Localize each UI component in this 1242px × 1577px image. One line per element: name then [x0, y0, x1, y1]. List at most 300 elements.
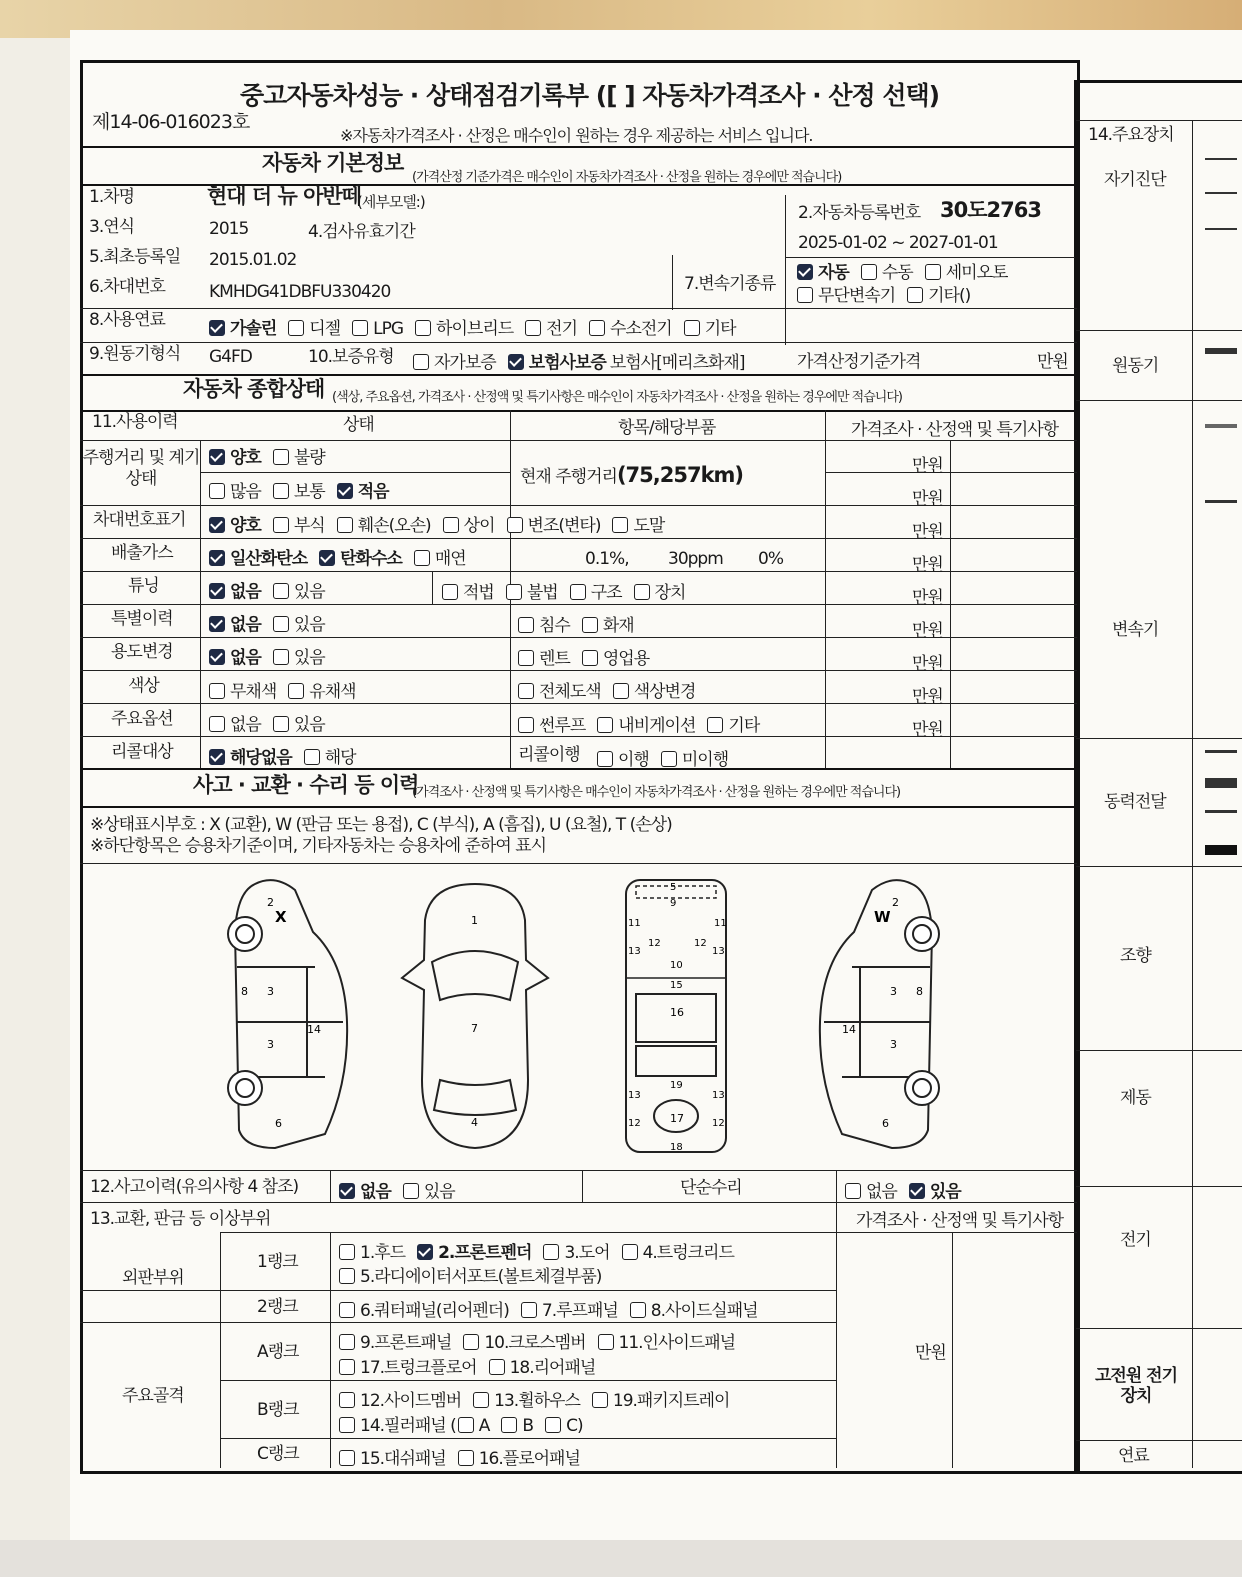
simple-none-option[interactable]: 없음 — [845, 1177, 897, 1202]
part-cross-member-option[interactable]: 10.크로스멤버 — [463, 1328, 585, 1353]
svg-text:14: 14 — [307, 1023, 321, 1036]
svg-text:10: 10 — [670, 960, 683, 971]
doc-title: 중고자동차성능 · 상태점검기록부 ([ ] 자동차가격조사 · 산정 선택) — [240, 81, 940, 110]
checkbox-icon — [209, 517, 225, 533]
mileage-label: 주행거리 및 계기상태 — [82, 448, 200, 489]
rank-1-options-b — [339, 1262, 613, 1287]
checkbox-icon — [304, 749, 320, 765]
status-section-title: 자동차 종합상태 — [183, 377, 325, 401]
svg-text:4: 4 — [471, 1116, 478, 1129]
doc-number: 제14-06-016023호 — [92, 111, 250, 133]
checkbox-icon — [339, 1244, 355, 1260]
checkbox-icon — [597, 717, 613, 733]
checkbox-icon — [907, 287, 923, 303]
special-yes-option[interactable]: 있음 — [273, 610, 325, 635]
checkbox-icon — [339, 1450, 355, 1466]
exhaust-hc-option[interactable]: 탄화수소 — [319, 544, 402, 569]
svg-text:12: 12 — [694, 938, 707, 949]
mark-w: W — [874, 908, 891, 926]
recall-done-option[interactable]: 이행 — [597, 745, 649, 770]
checkbox-icon — [209, 616, 225, 632]
exchange-label: 13.교환, 판금 등 이상부위 — [90, 1209, 271, 1229]
svg-text:17: 17 — [670, 1112, 684, 1125]
cutoff-mark — [1205, 778, 1237, 788]
repair-price-unit: 만원 — [915, 1343, 946, 1363]
rank-b-options-a — [339, 1386, 741, 1411]
base-price-unit: 만원 — [1037, 352, 1068, 372]
color-achromatic-option[interactable]: 무채색 — [209, 677, 276, 702]
checkbox-icon — [209, 716, 225, 732]
desk-surface — [0, 1540, 1242, 1577]
legend-line-2: ※하단항목은 승용차기준이며, 기타자동차는 승용차에 준하여 표시 — [90, 836, 547, 856]
exhaust-value-1: 0.1%, — [585, 549, 629, 569]
svg-text:8: 8 — [241, 985, 248, 998]
repair-price-header: 가격조사 · 산정액 및 특기사항 — [856, 1211, 1064, 1231]
checkbox-icon — [661, 751, 677, 767]
vin-mark-damage-option[interactable]: 훼손(오손) — [337, 511, 431, 536]
col-state: 상태 — [343, 415, 374, 435]
checkbox-icon — [861, 264, 877, 280]
option-options-b — [518, 711, 771, 736]
svg-text:11: 11 — [628, 918, 641, 929]
accident-label: 12.사고이력(유의사항 4 참조) — [90, 1177, 299, 1197]
tuning-none-option[interactable]: 없음 — [209, 577, 261, 602]
inspection-label: 4.검사유효기간 — [308, 222, 415, 242]
side-item-brake: 제동 — [1120, 1088, 1151, 1108]
fuel-diesel-option[interactable]: 디젤 — [288, 314, 340, 339]
vin-mark-good-option[interactable]: 양호 — [209, 511, 261, 536]
checkbox-icon — [518, 717, 534, 733]
part-inside-panel-option[interactable]: 11.인사이드패널 — [598, 1328, 736, 1353]
checkbox-icon — [545, 1417, 561, 1433]
mileage-normal-option[interactable]: 보통 — [273, 477, 325, 502]
warranty-label: 10.보증유형 — [308, 347, 394, 367]
checkbox-icon — [339, 1359, 355, 1375]
trans-cvt-option[interactable]: 무단변속기 — [797, 285, 895, 308]
checkbox-icon — [589, 320, 605, 336]
cutoff-mark — [1205, 750, 1237, 753]
part-dash-panel-option[interactable]: 15.대쉬패널 — [339, 1444, 446, 1469]
color-options-b — [518, 677, 707, 702]
mark-x: X — [275, 908, 287, 926]
purpose-business-option[interactable]: 영업용 — [582, 644, 649, 669]
checkbox-icon — [797, 287, 813, 303]
checkbox-icon — [473, 1392, 489, 1408]
checkbox-icon — [273, 517, 289, 533]
price-unit: 만원 — [912, 687, 943, 707]
purpose-none-option[interactable]: 없음 — [209, 643, 261, 668]
rank-a-label: A랭크 — [257, 1342, 299, 1362]
rank-2-options — [339, 1296, 770, 1321]
tuning-device-option[interactable]: 장치 — [634, 578, 686, 603]
part-roof-panel-option[interactable]: 7.루프패널 — [521, 1296, 618, 1321]
mileage-good-option[interactable]: 양호 — [209, 443, 261, 468]
vin-mark-differ-option[interactable]: 상이 — [443, 511, 495, 536]
purpose-rent-option[interactable]: 렌트 — [518, 644, 570, 669]
recall-options-b — [597, 745, 740, 770]
cutoff-mark — [1205, 500, 1237, 503]
rank-a-options-b — [339, 1353, 607, 1378]
accident-options — [339, 1177, 467, 1202]
svg-text:13: 13 — [628, 1090, 641, 1101]
svg-text:2: 2 — [267, 896, 274, 909]
checkbox-icon — [337, 517, 353, 533]
checkbox-icon — [597, 751, 613, 767]
checkbox-icon — [925, 264, 941, 280]
simple-yes-option[interactable]: 있음 — [909, 1177, 961, 1202]
price-unit: 만원 — [912, 522, 943, 542]
checkbox-icon — [417, 1244, 433, 1260]
accident-none-option[interactable]: 없음 — [339, 1177, 391, 1202]
fuel-label: 8.사용연료 — [89, 310, 165, 330]
special-label: 특별이력 — [111, 609, 173, 629]
cutoff-mark — [1205, 810, 1237, 813]
purpose-yes-option[interactable]: 있음 — [273, 643, 325, 668]
side-item-engine: 원동기 — [1112, 356, 1159, 376]
fuel-hybrid-option[interactable]: 하이브리드 — [415, 314, 513, 339]
checkbox-icon — [518, 617, 534, 633]
warranty-insurance-option[interactable]: 보험사보증 — [508, 348, 606, 373]
trans-options — [797, 262, 1057, 308]
checkbox-icon — [630, 1302, 646, 1318]
fuel-other-option[interactable]: 기타 — [684, 314, 736, 339]
warranty-company: 보험사[메리츠화재] — [609, 353, 745, 373]
checkbox-icon — [209, 583, 225, 599]
reg-no-value: 30도2763 — [940, 198, 1041, 222]
tuning-structure-option[interactable]: 구조 — [570, 578, 622, 603]
part-door-option[interactable]: 3.도어 — [543, 1238, 609, 1263]
price-unit: 만원 — [912, 621, 943, 641]
car-name-label: 1.차명 — [89, 187, 135, 207]
svg-text:3: 3 — [267, 1038, 274, 1051]
checkbox-icon — [622, 1244, 638, 1260]
color-chromatic-option[interactable]: 유채색 — [288, 677, 355, 702]
color-change-option[interactable]: 색상변경 — [613, 677, 696, 702]
side-title: 14.주요장치 — [1088, 125, 1174, 145]
special-options-b — [518, 611, 646, 636]
part-trunk-lid-option[interactable]: 4.트렁크리드 — [622, 1238, 734, 1263]
accident-yes-option[interactable]: 있음 — [403, 1177, 455, 1202]
checkbox-icon — [463, 1334, 479, 1350]
checkbox-icon — [797, 264, 813, 280]
rank-1-options-a — [339, 1238, 746, 1263]
price-unit: 만원 — [912, 489, 943, 509]
part-wheel-house-option[interactable]: 13.휠하우스 — [473, 1386, 580, 1411]
checkbox-icon — [209, 649, 225, 665]
rank-a-options-a — [339, 1328, 747, 1353]
color-options-a — [209, 677, 368, 702]
vin-mark-corrosion-option[interactable]: 부식 — [273, 511, 325, 536]
part-pillar-panel-option[interactable]: 14.필러패널 ( — [339, 1411, 456, 1436]
purpose-options-a — [209, 643, 337, 668]
option-other-option[interactable]: 기타 — [707, 711, 759, 736]
checkbox-icon — [209, 483, 225, 499]
option-sunroof-option[interactable]: 썬루프 — [518, 711, 585, 736]
part-quarter-panel-option[interactable]: 6.쿼터패널(리어펜더) — [339, 1296, 509, 1321]
checkbox-icon — [209, 550, 225, 566]
tuning-legal-option[interactable]: 적법 — [442, 578, 494, 603]
car-frame-diagram — [620, 876, 732, 1158]
checkbox-icon — [582, 650, 598, 666]
vin-mark-altered-option[interactable]: 변조(변타) — [507, 511, 601, 536]
side-item-electric: 전기 — [1120, 1230, 1151, 1250]
checkbox-icon — [339, 1268, 355, 1284]
checkbox-icon — [415, 320, 431, 336]
recall-notdone-option[interactable]: 미이행 — [661, 745, 728, 770]
legend-line-1: ※상태표시부호 : X (교환), W (판금 또는 용접), C (부식), A (흠집), U (요철), T (손상) — [90, 815, 672, 835]
simple-repair-label: 단순수리 — [680, 1178, 742, 1198]
svg-text:12: 12 — [712, 1118, 725, 1129]
side-item-high-voltage: 고전원 전기장치 — [1094, 1366, 1178, 1406]
price-unit: 만원 — [912, 456, 943, 476]
cutoff-mark — [1205, 424, 1237, 428]
recall-yes-option[interactable]: 해당 — [304, 743, 356, 768]
rank-b-label: B랭크 — [257, 1400, 299, 1420]
tuning-illegal-option[interactable]: 불법 — [506, 578, 558, 603]
price-unit: 만원 — [912, 720, 943, 740]
svg-text:7: 7 — [471, 1022, 478, 1035]
checkbox-icon — [273, 616, 289, 632]
car-name: 현대 더 뉴 아반떼 — [207, 184, 361, 208]
mileage-row-a — [209, 443, 337, 468]
part-front-panel-option[interactable]: 9.프론트패널 — [339, 1328, 451, 1353]
checkbox-icon — [209, 749, 225, 765]
checkbox-icon — [339, 1392, 355, 1408]
svg-text:6: 6 — [882, 1117, 889, 1130]
rank-b-options-b — [339, 1411, 595, 1436]
engine-value: G4FD — [209, 347, 252, 367]
checkbox-icon — [613, 683, 629, 699]
fuel-gasoline-option[interactable]: 가솔린 — [209, 314, 276, 339]
checkbox-icon — [598, 1334, 614, 1350]
checkbox-icon — [273, 483, 289, 499]
exhaust-smoke-option[interactable]: 매연 — [414, 544, 466, 569]
part-radiator-support-option[interactable]: 5.라디에이터서포트(볼트체결부품) — [339, 1262, 601, 1287]
tuning-options-b — [442, 578, 697, 603]
checkbox-icon — [288, 320, 304, 336]
checkbox-icon — [339, 1302, 355, 1318]
fuel-options — [209, 314, 748, 339]
svg-text:9: 9 — [670, 898, 677, 909]
checkbox-icon — [273, 716, 289, 732]
option-navigation-option[interactable]: 내비게이션 — [597, 711, 695, 736]
checkbox-icon — [543, 1244, 559, 1260]
first-reg-value: 2015.01.02 — [209, 250, 297, 270]
svg-text:19: 19 — [670, 1080, 683, 1091]
pillar-a-option[interactable]: A — [458, 1416, 490, 1436]
rank-2-label: 2랭크 — [257, 1297, 298, 1317]
checkbox-icon — [508, 354, 524, 370]
checkbox-icon — [273, 449, 289, 465]
tuning-label: 튜닝 — [128, 576, 159, 596]
svg-text:13: 13 — [712, 1090, 725, 1101]
part-side-member-option[interactable]: 12.사이드멤버 — [339, 1386, 461, 1411]
option-yes-option[interactable]: 있음 — [273, 710, 325, 735]
checkbox-icon — [458, 1417, 474, 1433]
checkbox-icon — [507, 517, 523, 533]
trans-semi-option[interactable]: 세미오토 — [925, 262, 1008, 285]
special-flood-option[interactable]: 침수 — [518, 611, 570, 636]
simple-repair-options — [845, 1177, 973, 1202]
trans-label: 7.변속기종류 — [684, 274, 776, 294]
repair-section-title: 사고 · 교환 · 수리 등 이력 — [193, 773, 419, 797]
cutoff-mark — [1205, 348, 1237, 354]
purpose-label: 용도변경 — [111, 642, 173, 662]
checkbox-icon — [209, 320, 225, 336]
checkbox-icon — [319, 550, 335, 566]
sub-model: (세부모델:) — [357, 193, 425, 211]
side-item-transmission: 변속기 — [1112, 620, 1159, 640]
svg-text:15: 15 — [670, 980, 683, 991]
option-options-a — [209, 710, 337, 735]
checkbox-icon — [273, 583, 289, 599]
notice-text: ※자동차가격조사 · 산정은 매수인이 원하는 경우 제공하는 서비스 입니다. — [340, 126, 813, 145]
price-unit: 만원 — [912, 588, 943, 608]
recall-none-option[interactable]: 해당없음 — [209, 743, 292, 768]
price-unit: 만원 — [912, 555, 943, 575]
vin-mark-label: 차대번호표기 — [93, 510, 186, 530]
pillar-b-option[interactable]: B — [501, 1416, 533, 1436]
status-section-note: (색상, 주요옵션, 가격조사 · 산정액 및 특기사항은 매수인이 자동차가격조사 · 산정을 원하는 경우에만 적습니다) — [332, 390, 902, 405]
rank-1-label: 1랭크 — [257, 1252, 298, 1272]
checkbox-icon — [506, 584, 522, 600]
checkbox-icon — [612, 517, 628, 533]
recall-done-label: 리콜이행 — [518, 745, 580, 765]
basic-section-title: 자동차 기본정보 — [262, 151, 404, 175]
part-rear-panel-option[interactable]: 18.리어패널 — [489, 1353, 596, 1378]
mileage-bad-option[interactable]: 불량 — [273, 443, 325, 468]
car-side-left-diagram — [215, 872, 355, 1154]
svg-text:6: 6 — [275, 1117, 282, 1130]
year-value: 2015 — [209, 219, 249, 239]
checkbox-icon — [458, 1450, 474, 1466]
checkbox-icon — [288, 683, 304, 699]
svg-text:18: 18 — [670, 1142, 683, 1153]
vin-mark-options — [209, 511, 676, 536]
checkbox-icon — [707, 717, 723, 733]
part-front-fender-option[interactable]: 2.프론트펜더 — [417, 1238, 531, 1263]
mileage-many-option[interactable]: 많음 — [209, 477, 261, 502]
mileage-value: (75,257km) — [616, 463, 744, 487]
checkbox-icon — [501, 1417, 517, 1433]
option-none-option[interactable]: 없음 — [209, 710, 261, 735]
side-item-self-diagnosis: 자기진단 — [1104, 170, 1166, 190]
checkbox-icon — [414, 550, 430, 566]
svg-text:14: 14 — [842, 1023, 856, 1036]
option-label: 주요옵션 — [111, 709, 173, 729]
checkbox-icon — [570, 584, 586, 600]
rank-c-options — [339, 1444, 592, 1469]
trans-manual-option[interactable]: 수동 — [861, 262, 913, 285]
checkbox-icon — [521, 1302, 537, 1318]
checkbox-icon — [209, 683, 225, 699]
cutoff-mark — [1205, 845, 1237, 855]
checkbox-icon — [845, 1183, 861, 1199]
mileage-text: 현재 주행거리(75,257km) — [520, 463, 744, 487]
svg-text:8: 8 — [916, 985, 923, 998]
car-side-right-diagram — [812, 872, 952, 1154]
checkbox-icon — [209, 449, 225, 465]
col-item: 항목/해당부품 — [618, 418, 716, 438]
color-full-paint-option[interactable]: 전체도색 — [518, 677, 601, 702]
special-fire-option[interactable]: 화재 — [582, 611, 634, 636]
exhaust-options — [209, 544, 478, 569]
pillar-c-option[interactable]: C) — [545, 1416, 583, 1436]
checkbox-icon — [592, 1392, 608, 1408]
exhaust-co-option[interactable]: 일산화탄소 — [209, 544, 307, 569]
part-side-sill-option[interactable]: 8.사이드실패널 — [630, 1296, 758, 1321]
checkbox-icon — [684, 320, 700, 336]
svg-text:1: 1 — [471, 914, 478, 927]
vin-mark-smear-option[interactable]: 도말 — [612, 511, 664, 536]
fuel-hydrogen-option[interactable]: 수소전기 — [589, 314, 672, 339]
checkbox-icon — [909, 1183, 925, 1199]
base-price-label: 가격산정기준가격 — [797, 352, 921, 372]
tuning-options-a — [209, 577, 337, 602]
side-frame — [1074, 80, 1242, 1474]
part-package-tray-option[interactable]: 19.패키지트레이 — [592, 1386, 730, 1411]
price-unit: 만원 — [912, 654, 943, 674]
checkbox-icon — [525, 320, 541, 336]
svg-text:5: 5 — [670, 882, 677, 893]
checkbox-icon — [582, 617, 598, 633]
cutoff-mark — [1205, 228, 1237, 230]
rank-c-label: C랭크 — [257, 1444, 299, 1464]
checkbox-icon — [443, 517, 459, 533]
checkbox-icon — [337, 483, 353, 499]
checkbox-icon — [489, 1359, 505, 1375]
year-label: 3.연식 — [89, 217, 135, 237]
svg-text:12: 12 — [648, 938, 661, 949]
outer-panel-label: 외판부위 — [122, 1268, 184, 1288]
special-none-option[interactable]: 없음 — [209, 610, 261, 635]
mileage-row-b — [209, 477, 401, 502]
tuning-yes-option[interactable]: 있음 — [273, 577, 325, 602]
recall-options-a — [209, 743, 368, 768]
part-floor-panel-option[interactable]: 16.플로어패널 — [458, 1444, 580, 1469]
checkbox-icon — [518, 650, 534, 666]
basic-section-note: (가격산정 기준가격은 매수인이 자동차가격조사 · 산정을 원하는 경우에만 적습니다) — [412, 170, 842, 185]
checkbox-icon — [413, 354, 429, 370]
mileage-few-option[interactable]: 적음 — [337, 477, 389, 502]
fuel-lpg-option[interactable]: LPG — [352, 319, 403, 339]
fuel-electric-option[interactable]: 전기 — [525, 314, 577, 339]
checkbox-icon — [273, 649, 289, 665]
side-item-power-transfer: 동력전달 — [1104, 792, 1166, 812]
warranty-self-option[interactable]: 자가보증 — [413, 348, 496, 373]
car-top-diagram — [400, 880, 550, 1155]
checkbox-icon — [518, 683, 534, 699]
first-reg-label: 5.최초등록일 — [89, 247, 181, 267]
purpose-options-b — [518, 644, 661, 669]
checkbox-icon — [634, 584, 650, 600]
exhaust-label: 배출가스 — [111, 543, 173, 563]
exhaust-value-2: 30ppm — [668, 549, 723, 569]
repair-section-note: (가격조사 · 산정액 및 특기사항은 매수인이 자동차가격조사 · 산정을 원하는 경우에만 적습니다) — [412, 785, 901, 800]
trans-auto-option[interactable]: 자동 — [797, 262, 849, 285]
part-trunk-floor-option[interactable]: 17.트렁크플로어 — [339, 1353, 477, 1378]
col-history: 11.사용이력 — [92, 412, 178, 432]
svg-text:11: 11 — [714, 918, 727, 929]
warranty-options — [413, 348, 744, 373]
part-hood-option[interactable]: 1.후드 — [339, 1238, 405, 1263]
cutoff-mark — [1205, 158, 1237, 160]
cutoff-mark — [1205, 192, 1237, 194]
checkbox-icon — [352, 320, 368, 336]
svg-text:13: 13 — [712, 946, 725, 957]
checkbox-icon — [339, 1334, 355, 1350]
trans-other-option[interactable]: 기타() — [907, 285, 970, 308]
